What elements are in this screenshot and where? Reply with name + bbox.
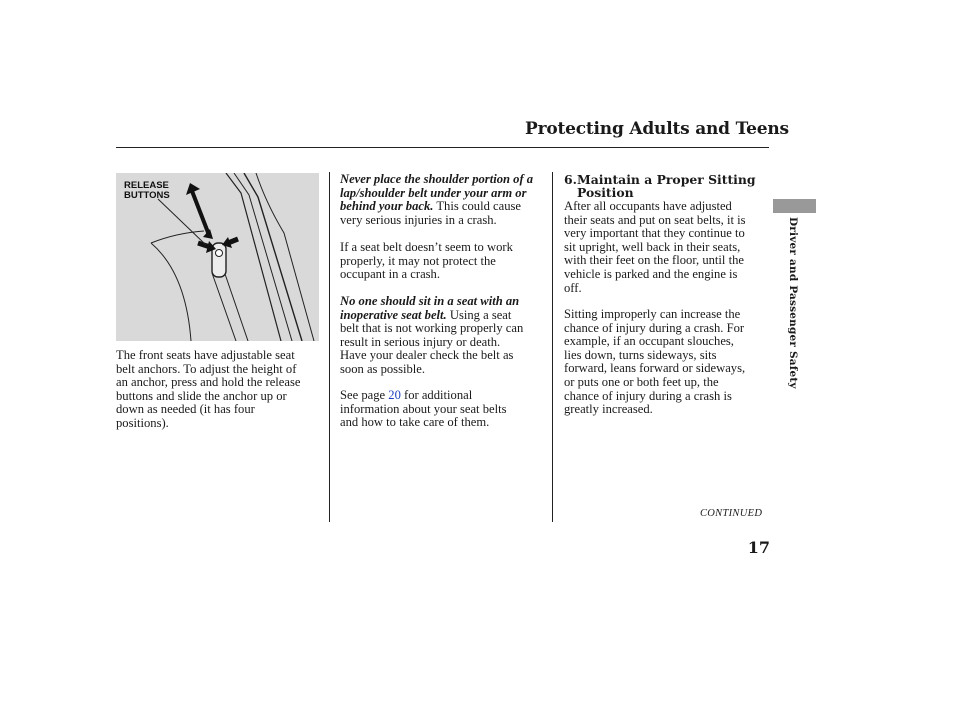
inoperative-warning-bold-line2: inoperative seat belt.: [340, 307, 447, 322]
see-page-rest: information about your seat belts and how to take care of them.: [340, 401, 507, 430]
see-page-prefix: See page: [340, 388, 389, 402]
belt-warning-bold: Never place the shoulder portion of a lap/shoulder belt under your arm or behind your back.: [340, 172, 534, 214]
column-divider-left: [329, 172, 330, 522]
section-heading-line1: Maintain a Proper Sitting: [577, 172, 756, 187]
header-rule: [116, 147, 769, 148]
belt-warning-block: [340, 173, 550, 227]
section-side-label-text: Driver and Passenger Safety: [787, 217, 799, 389]
page-number: 17: [747, 538, 770, 557]
figure-label-line2: BUTTONS: [124, 190, 170, 201]
inoperative-belt-warning: [340, 295, 550, 377]
page-title: Protecting Adults and Teens: [525, 119, 789, 139]
see-page-paragraph: [340, 389, 550, 430]
section-heading-number: 6.: [564, 172, 577, 187]
column-divider-right: [552, 172, 553, 522]
seat-belt-anchor-illustration: [116, 173, 319, 341]
inoperative-warning-text-rest: belt that is not working properly can result in serious injury or death. Have your dealer check the belt as soon as possible.: [340, 321, 524, 376]
see-page-suffix: for additional: [400, 388, 473, 402]
inoperative-warning-bold-line1: No one should sit in a seat with an: [340, 294, 520, 308]
continued-label: CONTINUED: [700, 508, 763, 519]
anchor-adjustment-paragraph: The front seats have adjustable seat belt anchors. To adjust the height of an anchor, press and hold the release buttons and slide the anchor up or down as needed (it has four positions).: [116, 348, 301, 430]
section-tab-marker: [773, 199, 816, 213]
inoperative-warning-text-line1: Using a seat: [449, 307, 512, 322]
belt-warning-text-line1: This could cause: [436, 199, 521, 214]
figure-label-line1: RELEASE: [124, 180, 169, 191]
improper-sitting-paragraph: Sitting improperly can increase the chance of injury during a crash. For example, if an occupant slouches, lies down, turns sideways, sits forward, leans forward or sideways, or puts one or both feet up, the chance of injury during a crash is greatly increased.: [564, 307, 746, 417]
page-20-link[interactable]: 20: [388, 388, 401, 402]
belt-warning-text-rest: very serious injuries in a crash.: [340, 212, 497, 227]
belt-malfunction-paragraph: If a seat belt doesn’t seem to work properly, it may not protect the occupant in a crash.: [340, 240, 513, 282]
sitting-position-paragraph: After all occupants have adjusted their seats and put on seat belts, it is very important that they continue to sit upright, well back in their seats, with their feet on the floor, until the vehicle is parked and the engine is off.: [564, 199, 746, 295]
figure-label: [124, 181, 170, 201]
section-heading-line2: Position: [577, 185, 634, 200]
